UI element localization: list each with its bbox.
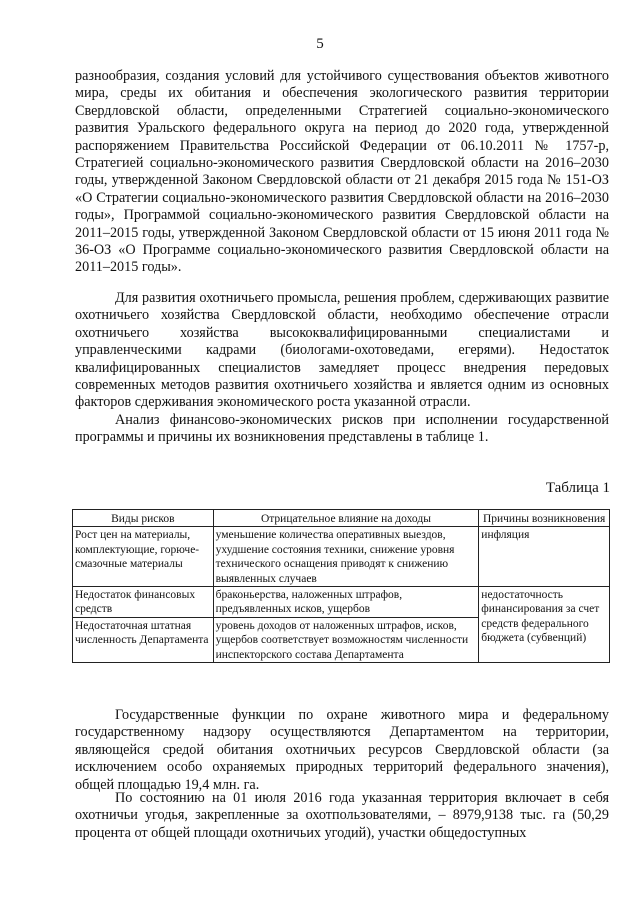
risks-table [72,509,610,663]
page-number: 5 [316,36,324,52]
table-cell: недостаточность финансирования за счет средств федерального бюджета (субвенций) [479,587,610,663]
header-negative-impact: Отрицательное влияние на доходы [213,510,479,527]
table-row [73,587,610,618]
paragraph-1: разнообразия, создания условий для устойчивого существования объектов животного мира, среды их обитания и обеспечения экологического развития территории Свердловской области, определенными Стратегией социально-экономического развития Уральского федерального округа на период до 2020 года, утвержденной распоряжением Правительства Российской Федерации от 06.10.2011 № 1757-р, Стратегией социально-экономического развития Свердловской области на 2016–2030 годы, утвержденной Законом Свердловской области от 21 декабря 2015 года № 151-ОЗ «О Стратегии социально-экономического развития Свердловской области на 2016–2030 годы», Программой социально-экономического развития Свердловской области на 2011–2015 годы, утвержденной Законом Свердловской области от 15 июня 2011 года № 36-ОЗ «О Программе социально-экономического развития Свердловской области на 2011–2015 годы». [75,68,609,276]
paragraph-4: Государственные функции по охране животного мира и федеральному государственному надзору осуществляются Департаментом на территории, являющейся средой обитания охотничьих ресурсов Свердловской области (за исключением особо охраняемых природных территорий федерального значения), общей площадью 19,4 млн. га. [75,707,609,793]
paragraph-3: Анализ финансово-экономических рисков при исполнении государственной программы и причины их возникновения представлены в таблице 1. [75,412,609,446]
header-risk-types: Виды рисков [73,510,214,527]
table-caption: Таблица 1 [545,480,610,496]
paragraph-5: По состоянию на 01 июля 2016 года указанная территория включает в себя охотничьи угодья, закрепленные за охотпользователями, – 8979,9138 тыс. га (50,29 процента от общей площади охотничьих угодий), участки общедоступных [75,790,609,841]
table-cell: уровень доходов от наложенных штрафов, исков, ущербов соответствует возможностям численности инспекторского состава Департамента [213,617,479,662]
table-cell: уменьшение количества оперативных выездов, ухудшение состояния техники, снижение уровня технического оснащения приводят к снижению выявленных случаев [213,527,479,587]
table-cell: Рост цен на материалы, комплектующие, горюче-смазочные материалы [73,527,214,587]
table-header-row [73,510,610,527]
table-cell: Недостаточная штатная численность Департамента [73,617,214,662]
table-row [73,527,610,587]
table-cell: инфляция [479,527,610,587]
paragraph-2: Для развития охотничьего промысла, решения проблем, сдерживающих развитие охотничьего хозяйства Свердловской области, необходимо обеспечение отрасли охотничьего хозяйства высококвалифицированными специалистами и управленческими кадрами (биологами-охотоведами, егерями). Недостаток квалифицированных специалистов замедляет процесс внедрения передовых современных методов развития охотничьего хозяйства и является одним из основных факторов сдерживания экономического роста указанной отрасли. [75,290,609,411]
table-cell: Недостаток финансовых средств [73,587,214,618]
table-cell: браконьерства, наложенных штрафов, предъявленных исков, ущербов [213,587,479,618]
header-causes: Причины возникновения [479,510,610,527]
